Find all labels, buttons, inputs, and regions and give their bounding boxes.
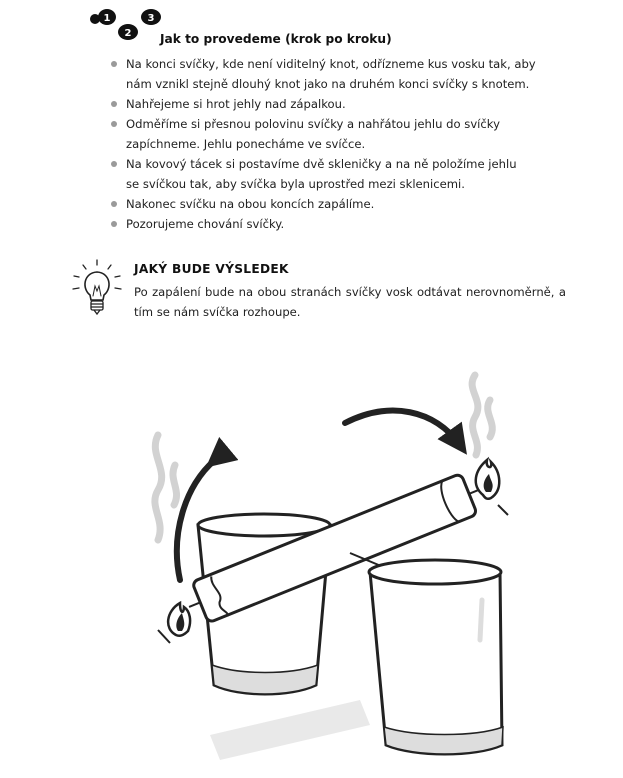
result-text: Po zapálení bude na obou stranách svíčky vosk odtávat nerovnoměrně, a tím se nám svíčka rozhoupe.: [134, 285, 566, 319]
bullet-icon: [111, 161, 117, 167]
candle-seesaw-illustration: [130, 345, 530, 765]
step-item: [110, 194, 570, 214]
motion-line: [498, 505, 508, 515]
step-digit-1: 1: [103, 13, 111, 24]
step-blob-3: [141, 9, 161, 25]
motion-line: [158, 630, 170, 643]
light-bulb-icon: [70, 258, 124, 316]
step-line: Pozorujeme chování svíčky.: [126, 217, 285, 231]
bullet-icon: [111, 221, 117, 227]
section-title: Jak to provedeme (krok po kroku): [160, 32, 392, 46]
candle-shadow: [210, 700, 370, 760]
bullet-icon: [111, 61, 117, 67]
glass-right: [369, 560, 503, 754]
flame-right: [476, 460, 500, 499]
bullet-icon: [111, 201, 117, 207]
bullet-icon: [111, 121, 117, 127]
swing-arrow-top: [345, 411, 460, 445]
step-line: se svíčkou tak, aby svíčka byla uprostřed mezi sklenicemi.: [126, 177, 465, 191]
step-blob-1: [90, 9, 116, 25]
step-line: Na kovový tácek si postavíme dvě skleničky a na ně položíme jehlu: [126, 157, 517, 171]
step-item: [110, 114, 570, 154]
step-line: Odměříme si přesnou polovinu svíčky a nahřátou jehlu do svíčky: [126, 117, 500, 131]
result-heading: JAKÝ BUDE VÝSLEDEK: [134, 262, 289, 276]
step-digit-2: 2: [124, 28, 132, 39]
step-item: [110, 214, 570, 234]
bullet-icon: [111, 101, 117, 107]
step-item: [110, 94, 570, 114]
step-list: [110, 54, 570, 234]
step-line: zapíchneme. Jehlu ponecháme ve svíčce.: [126, 137, 366, 151]
step-blob-2: [118, 24, 138, 40]
step-line: Na konci svíčky, kde není viditelný knot, odřízneme kus vosku tak, aby: [126, 57, 536, 71]
step-line: Nakonec svíčku na obou koncích zapálíme.: [126, 197, 375, 211]
steps-numbers-icon: [85, 7, 167, 41]
step-digit-3: 3: [147, 13, 155, 24]
flame-left: [168, 603, 190, 636]
step-line: Nahřejeme si hrot jehly nad zápalkou.: [126, 97, 346, 111]
step-item: [110, 54, 570, 94]
smoke-right: [472, 375, 492, 455]
step-line: nám vznikl stejně dlouhý knot jako na druhém konci svíčky s knotem.: [126, 77, 530, 91]
smoke-left: [155, 435, 177, 540]
step-item: [110, 154, 570, 194]
